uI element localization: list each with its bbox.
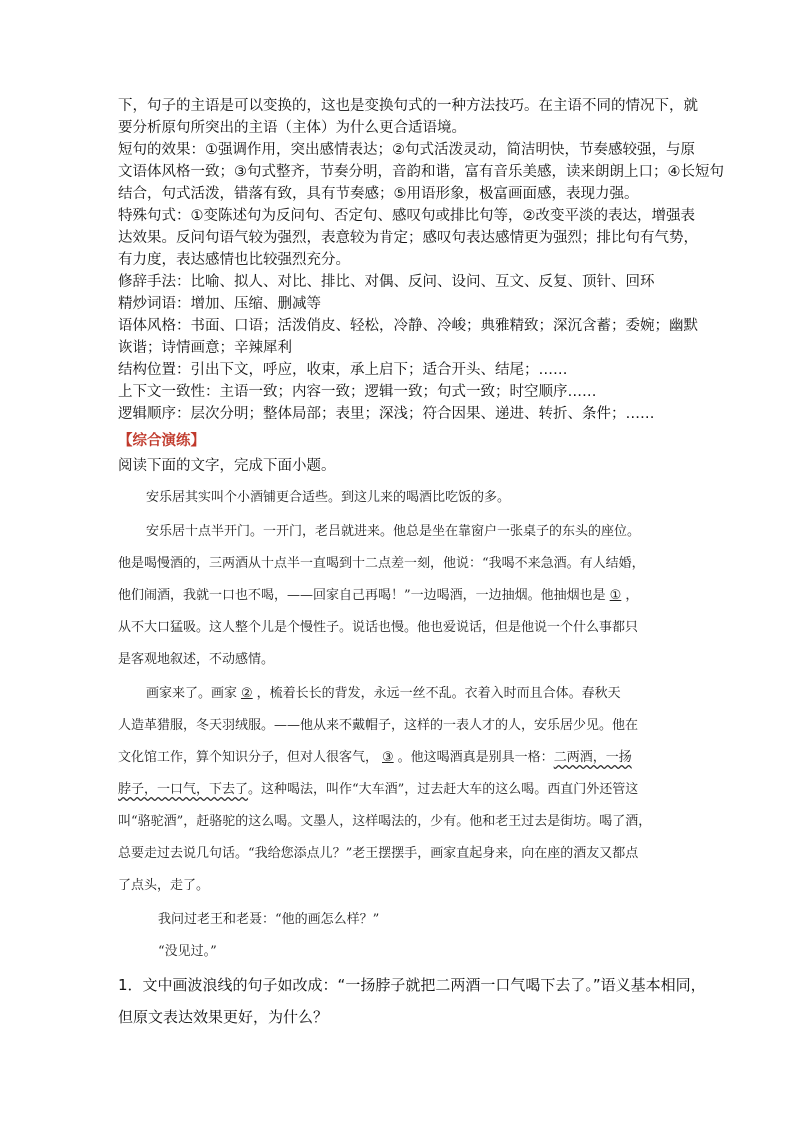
passage-line: 总要走过去说几句话。“我给您添点儿？”老王摆摆手，画家直起身来，向在座的酒友又都点	[118, 846, 639, 861]
section-heading: 【综合演练】	[118, 433, 205, 449]
intro-line: 有力度，表达感情也比较强烈充分。	[118, 252, 350, 268]
blank-3: ③	[382, 750, 394, 765]
intro-line: 短句的效果：①强调作用，突出感情表达；②句式活泼灵动，简洁明快，节奏感较强，与原	[118, 142, 695, 158]
intro-line: 结构位置：引出下文，呼应，收束，承上启下；适合开头、结尾；……	[118, 362, 568, 378]
passage-line	[118, 778, 683, 802]
passage-text: 。这种喝法，叫作“大车酒”，过去赶大车的这么喝。西直门外还管这	[248, 782, 639, 797]
passage-text: 他们闹酒，我就一口也不喝，——回家自己再喝！”一边喝酒，一边抽烟。他抽烟也是	[118, 588, 606, 603]
passage-line	[118, 584, 683, 608]
passage-line: 安乐居其实叫个小酒铺更合适些。到这儿来的喝酒比吃饭的多。	[146, 490, 511, 505]
instruction-text: 阅读下面的文字，完成下面小题。	[118, 458, 336, 474]
passage-line	[118, 746, 683, 770]
blank-2: ②	[241, 686, 253, 701]
passage-line: “没见过。”	[158, 944, 217, 959]
passage-line	[146, 682, 711, 706]
intro-line: 修辞手法：比喻、拟人、对比、排比、对偶、反问、设问、互文、反复、顶针、回环	[118, 274, 655, 290]
passage-text: 画家来了。画家	[146, 686, 238, 701]
blank-1: ①	[609, 588, 622, 603]
question-text: 1．文中画波浪线的句子如改成：“一扬脖子就把二两酒一口气喝下去了。”语义基本相同，	[118, 976, 706, 994]
intro-line: 诙谐；诗情画意；辛辣犀利	[118, 340, 292, 356]
passage-line: 叫“骆驼酒”，赶骆驼的这么喝。文墨人，这样喝法的，少有。他和老王过去是街坊。喝了酒，	[118, 814, 652, 829]
wavy-underlined-text: 二两酒，一扬	[553, 750, 632, 765]
passage-text: ，	[625, 588, 639, 603]
intro-line: 达效果。反问句语气较为强烈，表意较为肯定；感叹句表达感情更为强烈；排比句有气势，	[118, 230, 698, 246]
intro-line: 文语体风格一致；③句式整齐，节奏分明，音韵和谐，富有音乐美感，读来朗朗上口；④长短句	[118, 164, 724, 180]
intro-line: 逻辑顺序：层次分明；整体局部；表里；深浅；符合因果、递进、转折、条件；……	[118, 406, 655, 422]
intro-line: 要分析原句所突出的主语（主体）为什么更合适语境。	[118, 120, 466, 136]
passage-line: 安乐居十点半开门。一开门，老吕就进来。他总是坐在靠窗户一张桌子的东头的座位。	[146, 524, 641, 539]
question-text: 但原文表达效果更好，为什么？	[118, 1008, 329, 1026]
passage-line: 是客观地叙述，不动感情。	[118, 652, 275, 667]
intro-line: 精炒词语：增加、压缩、删减等	[118, 296, 321, 312]
passage-text: 。他这喝酒真是别具一格：	[397, 750, 554, 765]
passage-text: ，梳着长长的背发，永远一丝不乱。衣着入时而且合体。春秋天	[256, 686, 621, 701]
intro-line: 结合，句式活泼，错落有致，具有节奏感；⑤用语形象，极富画面感，表现力强。	[118, 186, 639, 202]
intro-line: 下，句子的主语是可以变换的，这也是变换句式的一种方法技巧。在主语不同的情况下，就	[118, 98, 698, 114]
wavy-underlined-text: 脖子，一口气，下去了	[118, 782, 249, 797]
passage-line: 我问过老王和老聂：“他的画怎么样？”	[158, 912, 380, 927]
passage-line: 人造革猎服，冬天羽绒服。——他从来不戴帽子，这样的一表人才的人，安乐居少见。他在	[118, 718, 639, 733]
intro-line: 特殊句式：①变陈述句为反问句、否定句、感叹句或排比句等，②改变平淡的表达，增强表	[118, 208, 695, 224]
intro-line: 上下文一致性：主语一致；内容一致；逻辑一致；句式一致；时空顺序……	[118, 384, 597, 400]
intro-line: 语体风格：书面、口语；活泼俏皮、轻松，冷静、冷峻；典雅精致；深沉含蓄；委婉；幽默	[118, 318, 698, 334]
passage-line: 了点头，走了。	[118, 878, 210, 893]
passage-text: 文化馆工作，算个知识分子，但对人很客气，	[118, 750, 379, 765]
passage-line: 他是喝慢酒的，三两酒从十点半一直喝到十二点差一刻，他说：“我喝不来急酒。有人结婚，	[118, 556, 645, 571]
passage-line: 从不大口猛吸。这人整个儿是个慢性子。说话也慢。他也爱说话，但是他说一个什么事都只	[118, 620, 639, 635]
